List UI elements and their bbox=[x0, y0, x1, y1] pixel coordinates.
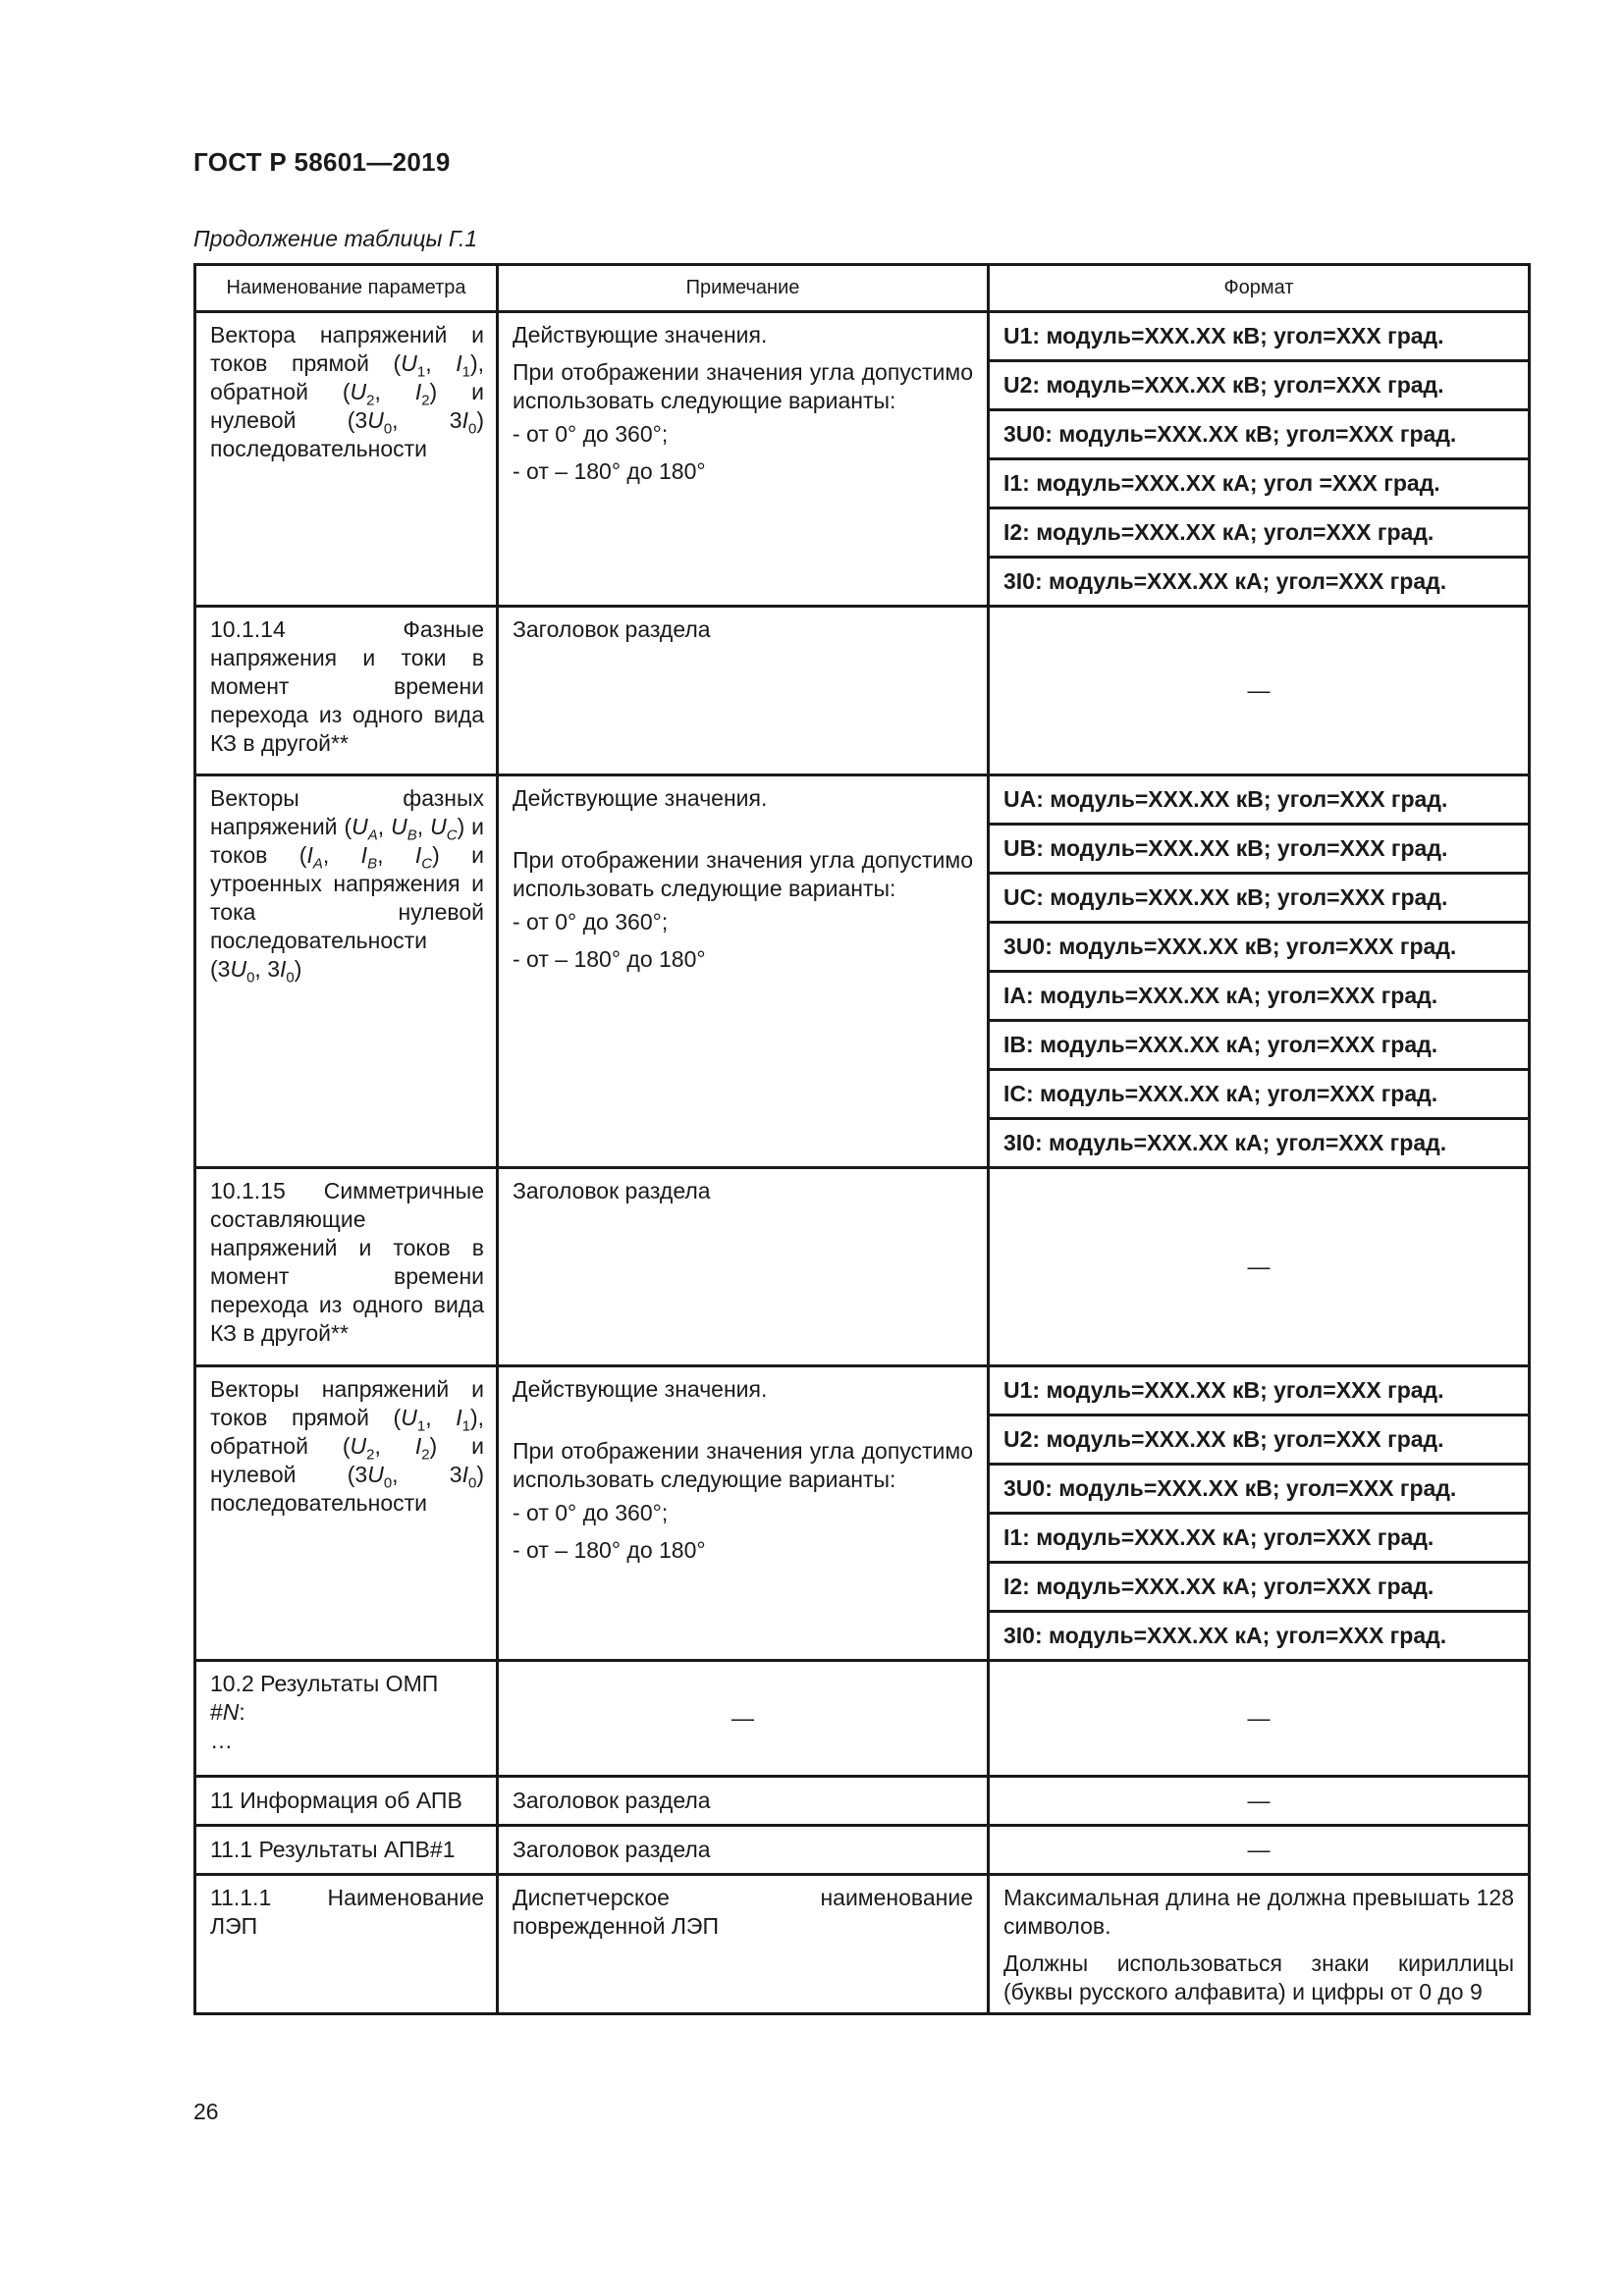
format-line: 3U0: модуль=XXX.XX кВ; угол=XXX град. bbox=[990, 924, 1528, 973]
format-line: I1: модуль=XXX.XX кА; угол=XXX град. bbox=[990, 1515, 1528, 1564]
note-text: При отображении значения угла допустимо использовать следующие варианты: bbox=[513, 847, 973, 901]
column-header-name: Наименование параметра bbox=[195, 265, 498, 312]
format-line: IC: модуль=XXX.XX кА; угол=XXX град. bbox=[990, 1071, 1528, 1120]
table-row bbox=[195, 607, 1530, 775]
format-line: 3I0: модуль=XXX.XX кА; угол=XXX град. bbox=[1003, 568, 1447, 594]
column-header-format: Формат bbox=[989, 265, 1530, 312]
format-line: UC: модуль=XXX.XX кВ; угол=XXX град. bbox=[990, 875, 1528, 924]
param-name-cell bbox=[195, 1661, 498, 1777]
table-continuation-label: Продолжение таблицы Г.1 bbox=[193, 226, 478, 251]
format-line: I1: модуль=XXX.XX кА; угол =XXX град. bbox=[990, 460, 1528, 509]
format-line: UB: модуль=XXX.XX кВ; угол=XXX град. bbox=[990, 826, 1528, 875]
table-row bbox=[195, 1661, 1530, 1777]
param-name-cell: 10.1.14 Фазные напряжения и токи в момент времени перехода из одного вида КЗ в другой** bbox=[195, 607, 498, 775]
column-header-note: Примечание bbox=[498, 265, 989, 312]
note-range: - от – 180° до 180° bbox=[513, 946, 706, 972]
note-cell: Заголовок раздела bbox=[498, 607, 989, 775]
param-name-cell: 10.1.15 Симметричные составляющие напряжений и токов в момент времени перехода из одного вида КЗ в другой** bbox=[195, 1168, 498, 1366]
format-text: Максимальная длина не должна превышать 128 символов. bbox=[1003, 1885, 1514, 1939]
format-line: 3U0: модуль=XXX.XX кВ; угол=XXX град. bbox=[990, 411, 1528, 460]
note-cell: Заголовок раздела bbox=[498, 1777, 989, 1826]
param-name-ellipsis: … bbox=[210, 1728, 233, 1753]
note-text: Действующие значения. bbox=[513, 322, 768, 347]
note-text: При отображении значения угла допустимо использовать следующие варианты: bbox=[513, 359, 973, 413]
note-cell bbox=[498, 1366, 989, 1661]
table-row bbox=[195, 1366, 1530, 1661]
table-row bbox=[195, 775, 1530, 1168]
format-line: UA: модуль=XXX.XX кВ; угол=XXX град. bbox=[990, 776, 1528, 826]
param-name-cell: Векторы напряжений и токов прямой ($U_1$, $I_1$), обратной ($U_2$, $I_2$) и нулевой ($3U_0$, $3I_0$) последовательности bbox=[195, 1366, 498, 1661]
table-row bbox=[195, 1168, 1530, 1366]
format-line: U1: модуль=XXX.XX кВ; угол=XXX град. bbox=[990, 1367, 1528, 1416]
format-dash-cell: — bbox=[989, 1777, 1530, 1826]
note-dash-cell: — bbox=[498, 1661, 989, 1777]
note-text: Действующие значения. bbox=[513, 1376, 768, 1402]
note-range: - от – 180° до 180° bbox=[513, 1537, 706, 1563]
table-row bbox=[195, 1875, 1530, 2014]
format-line: IA: модуль=XXX.XX кА; угол=XXX град. bbox=[990, 973, 1528, 1022]
format-cell bbox=[989, 1366, 1530, 1661]
format-dash-cell: — bbox=[989, 1826, 1530, 1875]
format-dash-cell: — bbox=[989, 607, 1530, 775]
note-range: - от 0° до 360°; bbox=[513, 1500, 669, 1525]
document-standard-title: ГОСТ Р 58601—2019 bbox=[193, 147, 451, 177]
format-line: 3I0: модуль=XXX.XX кА; угол=XXX град. bbox=[1003, 1130, 1447, 1155]
table-row bbox=[195, 1777, 1530, 1826]
parameters-table bbox=[193, 263, 1531, 2015]
param-name-cell: 11.1 Результаты АПВ#1 bbox=[195, 1826, 498, 1875]
note-range: - от 0° до 360°; bbox=[513, 909, 669, 934]
param-name-cell: Векторы фазных напряжений ($U_A$, $U_B$, $U_C$) и токов ($I_A$, $I_B$, $I_C$) и утроенных напряжения и тока нулевой последовательности ($3U_0$, $3I_0$) bbox=[195, 775, 498, 1168]
format-line: I2: модуль=XXX.XX кА; угол=XXX град. bbox=[990, 509, 1528, 559]
note-cell bbox=[498, 775, 989, 1168]
note-cell: Заголовок раздела bbox=[498, 1168, 989, 1366]
format-line: U2: модуль=XXX.XX кВ; угол=XXX град. bbox=[990, 1416, 1528, 1466]
param-name-cell: 11.1.1 Наименование ЛЭП bbox=[195, 1875, 498, 2014]
param-name-cell: Вектора напряжений и токов прямой ($U_1$, $I_1$), обратной ($U_2$, $I_2$) и нулевой ($3U_0$, $3I_0$) последовательности bbox=[195, 312, 498, 607]
param-name-text: 10.2 Результаты ОМП bbox=[210, 1671, 439, 1696]
format-cell bbox=[989, 312, 1530, 607]
note-range: - от – 180° до 180° bbox=[513, 458, 706, 484]
format-line: 3U0: модуль=XXX.XX кВ; угол=XXX град. bbox=[990, 1466, 1528, 1515]
format-line: U1: модуль=XXX.XX кВ; угол=XXX град. bbox=[990, 313, 1528, 362]
note-text: Действующие значения. bbox=[513, 785, 768, 811]
param-name-cell: 11 Информация об АПВ bbox=[195, 1777, 498, 1826]
format-dash-cell: — bbox=[989, 1168, 1530, 1366]
format-dash-cell: — bbox=[989, 1661, 1530, 1777]
param-name-text: N bbox=[222, 1699, 240, 1725]
format-text: Должны использоваться знаки кириллицы (буквы русского алфавита) и цифры от 0 до 9 bbox=[1003, 1950, 1514, 2004]
format-cell bbox=[989, 775, 1530, 1168]
param-name-text: : bbox=[239, 1699, 245, 1725]
format-line: I2: модуль=XXX.XX кА; угол=XXX град. bbox=[990, 1564, 1528, 1613]
note-cell: Диспетчерское наименование поврежденной ЛЭП bbox=[498, 1875, 989, 2014]
format-line: U2: модуль=XXX.XX кВ; угол=XXX град. bbox=[990, 362, 1528, 411]
table-row bbox=[195, 1826, 1530, 1875]
note-text: При отображении значения угла допустимо использовать следующие варианты: bbox=[513, 1438, 973, 1492]
format-line: IB: модуль=XXX.XX кА; угол=XXX град. bbox=[990, 1022, 1528, 1071]
format-text-cell bbox=[989, 1875, 1530, 2014]
table-header-row bbox=[195, 265, 1530, 312]
param-name-text: # bbox=[210, 1699, 223, 1725]
page-number: 26 bbox=[193, 2099, 219, 2124]
note-cell bbox=[498, 312, 989, 607]
table-row bbox=[195, 312, 1530, 607]
note-cell: Заголовок раздела bbox=[498, 1826, 989, 1875]
note-range: - от 0° до 360°; bbox=[513, 421, 669, 447]
format-line: 3I0: модуль=XXX.XX кА; угол=XXX град. bbox=[1003, 1623, 1447, 1648]
